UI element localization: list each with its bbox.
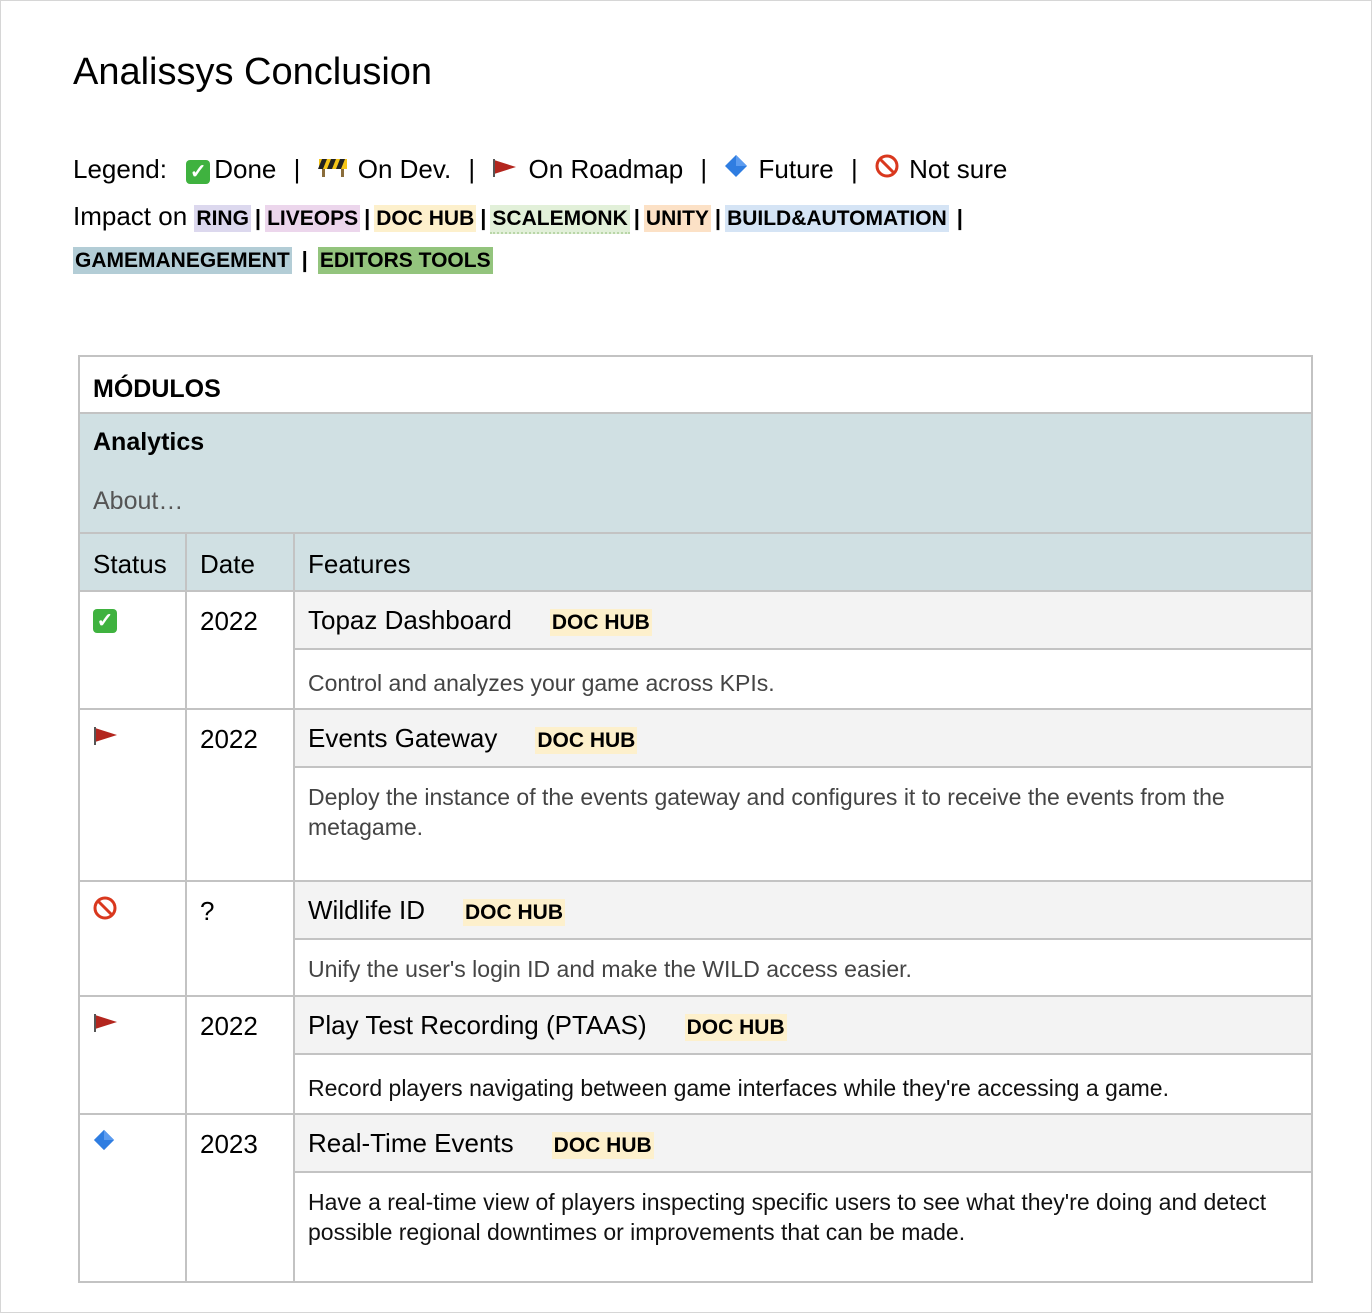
table-row	[79, 996, 1312, 1054]
feature-cell	[294, 1114, 1312, 1172]
date-cell: ?	[186, 881, 294, 996]
status-cell	[79, 1114, 186, 1282]
feature-name: Events Gateway	[308, 723, 498, 753]
legend-label: Legend:	[73, 154, 167, 184]
no-entry-icon	[875, 158, 905, 183]
date-cell: 2022	[186, 591, 294, 709]
feature-description: Record players navigating between game interfaces while they're accessing a game.	[294, 1054, 1312, 1114]
tag-doc-hub: DOC HUB	[465, 901, 564, 924]
tag-doc-hub: DOC HUB	[553, 1134, 652, 1157]
date-cell: 2023	[186, 1114, 294, 1282]
tag-editors-tools: EDITORS TOOLS	[319, 249, 491, 272]
tag-scalemonk: SCALEMONK	[490, 205, 629, 234]
group-header	[79, 413, 1312, 533]
feature-description: Deploy the instance of the events gateway and configures it to receive the events from the metagame.	[294, 767, 1312, 881]
legend-future: Future	[758, 154, 834, 184]
impact-line-2	[73, 242, 493, 277]
tag-separator: |	[301, 247, 308, 272]
table-row	[79, 709, 1312, 767]
tag-separator: |	[364, 205, 371, 230]
column-header-date: Date	[186, 533, 294, 591]
tag-build-automation: BUILD&AUTOMATION	[727, 207, 947, 230]
tag-separator: |	[714, 205, 722, 230]
diamond-icon	[93, 1129, 115, 1151]
feature-description: Control and analyzes your game across KPIs.	[294, 649, 1312, 709]
section-header: MÓDULOS	[79, 356, 1312, 413]
table-row	[79, 591, 1312, 649]
modules-table	[78, 355, 1313, 1283]
no-entry-icon	[93, 896, 117, 920]
feature-cell	[294, 996, 1312, 1054]
tag-ring: RING	[196, 207, 249, 230]
diamond-icon	[724, 158, 754, 183]
tag-doc-hub: DOC HUB	[537, 729, 636, 752]
table-row	[79, 881, 1312, 939]
group-about: About…	[93, 487, 184, 515]
legend-separator: |	[850, 154, 858, 184]
tag-separator: |	[254, 205, 262, 230]
legend-separator: |	[468, 154, 476, 184]
tag-liveops: LIVEOPS	[267, 207, 359, 230]
tag-doc-hub: DOC HUB	[376, 207, 475, 230]
feature-cell	[294, 709, 1312, 767]
status-cell	[79, 709, 186, 881]
impact-label: Impact on	[73, 201, 188, 231]
column-header-status: Status	[79, 533, 186, 591]
feature-name: Wildlife ID	[308, 895, 426, 925]
feature-name: Topaz Dashboard	[308, 605, 512, 635]
page-title: Analissys Conclusion	[73, 51, 433, 93]
tag-doc-hub: DOC HUB	[686, 1016, 785, 1039]
legend	[73, 153, 1007, 187]
status-cell	[79, 591, 186, 709]
tag-unity: UNITY	[645, 207, 709, 230]
status-cell	[79, 996, 186, 1114]
legend-separator: |	[700, 154, 708, 184]
date-cell: 2022	[186, 709, 294, 881]
tag-separator: |	[480, 205, 487, 230]
feature-cell	[294, 881, 1312, 939]
legend-separator: |	[293, 154, 301, 184]
table-row	[79, 1114, 1312, 1172]
legend-on-roadmap: On Roadmap	[528, 154, 684, 184]
flag-icon	[492, 158, 524, 183]
flag-icon	[93, 1011, 119, 1035]
construction-icon	[318, 158, 354, 183]
status-cell	[79, 881, 186, 996]
group-title: Analytics	[93, 428, 205, 456]
tag-separator: |	[633, 205, 640, 230]
feature-description: Have a real-time view of players inspecting specific users to see what they're doing and detect possible regional downtimes or improvements that can be made.	[294, 1172, 1312, 1282]
tag-gamemanegement: GAMEMANEGEMENT	[75, 249, 290, 272]
legend-done: Done	[214, 154, 277, 184]
tag-doc-hub: DOC HUB	[551, 611, 650, 634]
date-cell: 2022	[186, 996, 294, 1114]
feature-description: Unify the user's login ID and make the WILD access easier.	[294, 939, 1312, 996]
impact-line	[73, 200, 967, 235]
column-header-features: Features	[294, 533, 1312, 591]
feature-name: Play Test Recording (PTAAS)	[308, 1010, 647, 1040]
tag-separator: |	[956, 205, 963, 230]
check-icon: ✓	[186, 158, 210, 183]
flag-icon	[93, 724, 119, 748]
feature-cell	[294, 591, 1312, 649]
feature-name: Real-Time Events	[308, 1128, 514, 1158]
legend-on-dev: On Dev.	[357, 154, 452, 184]
legend-not-sure: Not sure	[909, 154, 1008, 184]
check-icon: ✓	[93, 609, 117, 633]
